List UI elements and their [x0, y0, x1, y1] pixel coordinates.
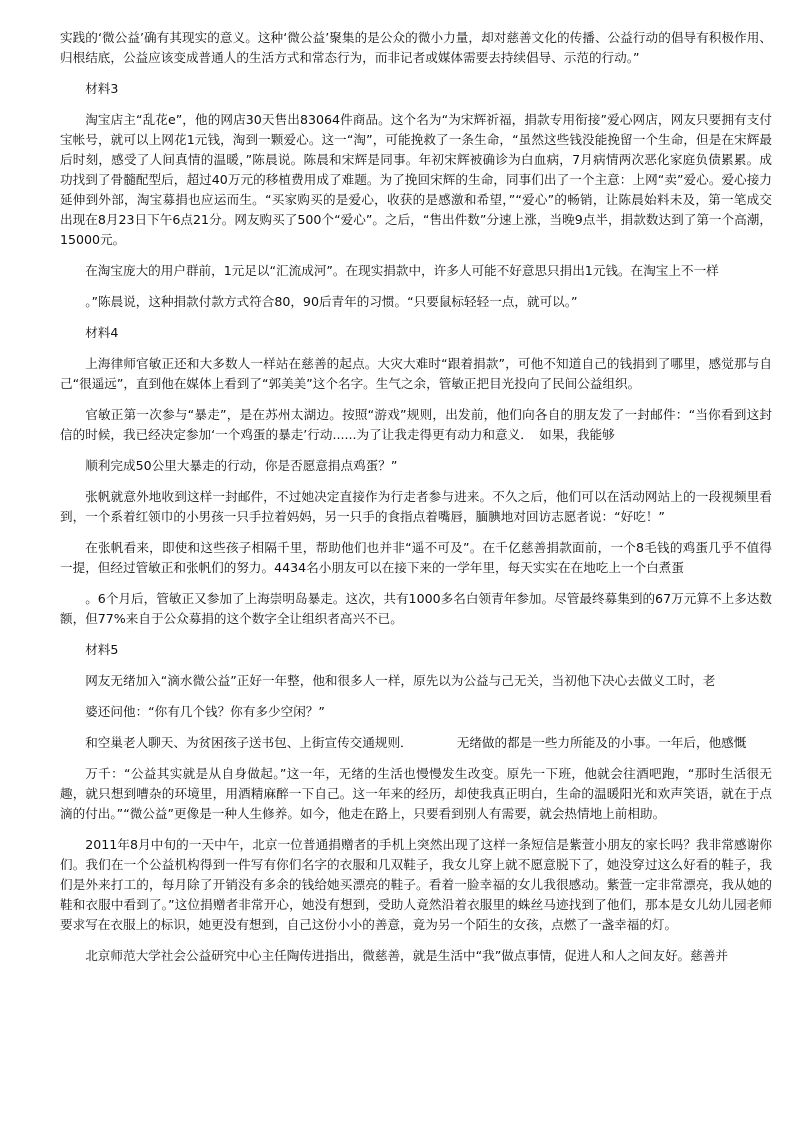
section-heading: 材料5: [85, 642, 119, 657]
paragraph: 顺利完成50公里大暴走的行动，你是否愿意捐点鸡蛋？”: [85, 458, 398, 473]
paragraph: 北京师范大学社会公益研究中心主任陶传进指出，微慈善，就是生活中“我”做点事情，促进人和人之间友好。慈善并: [85, 948, 728, 963]
paragraph: 在淘宝庞大的用户群前，1元足以“汇流成河”。在现实捐款中，许多人可能不好意思只捐出1元钱。在淘宝上不一样: [85, 263, 719, 278]
paragraph: 。6个月后，管敏正又参加了上海崇明岛暴走。这次，共有1000多名白领青年参加。尽管最终募集到的67万元算不上多达数额，但77%来自于公众募捐的这个数字全让组织者高兴不已。: [60, 591, 772, 626]
paragraph: 2011年8月中旬的一天中午，北京一位普通捐赠者的手机上突然出现了这样一条短信是紫萱小朋友的家长吗？我非常感谢你们。我们在一个公益机构得到一件写有你们名字的衣服和几双鞋子，我女儿穿上就不愿意脱下了，她没穿过这么好看的鞋子，我们是外来打工的，每月除了开销没有多余的钱给她买漂亮的鞋子。看着一脸幸福的女儿我很感动。紫萱一定非常漂亮，我从她的鞋和衣服中看到了。”这位捐赠者非常开心，她没有想到，受助人竟然沿着衣服里的蛛丝马迹找到了他们，那本是女儿幼儿园老师要求写在衣服上的标识，她更没有想到，自己这份小小的善意，竟为另一个陌生的女孩，点燃了一盏幸福的灯。: [60, 837, 772, 932]
paragraph: 张帆就意外地收到这样一封邮件，不过她决定直接作为行走者参与进来。不久之后，他们可以在活动网站上的一段视频里看到，一个系着红领巾的小男孩一只手拉着妈妈，另一只手的食指点着嘴唇，腼腆地对回访志愿者说：“好吃！”: [60, 489, 772, 524]
paragraph: 。”陈晨说，这种捐款付款方式符合80，90后青年的习惯。“只要鼠标轻轻一点，就可以。”: [85, 294, 578, 309]
section-heading: 材料4: [85, 325, 119, 340]
paragraph: 实践的‘微公益’确有其现实的意义。这种‘微公益’聚集的是公众的微小力量，却对慈善文化的传播、公益行动的倡导有积极作用、归根结底，公益应该变成普通人的生活方式和常态行为，而非记者或媒体需要去持续倡导、示范的行动。”: [60, 30, 772, 65]
section-heading: 材料3: [85, 81, 119, 96]
paragraph: 官敏正第一次参与“暴走”，是在苏州太湖边。按照“游戏”规则，出发前，他们向各自的朋友发了一封邮件：“当你看到这封信的时候，我已经决定参加‘一个鸡蛋的暴走’行动......为了让我走得更有动力和意义． 如果，我能够: [60, 407, 772, 442]
paragraph: 上海律师官敏正还和大多数人一样站在慈善的起点。大灾大难时“跟着捐款”，可他不知道自己的钱捐到了哪里，感觉那与自己“很遥远”，直到他在媒体上看到了“郭美美”这个名字。生气之余，管敏正把目光投向了民间公益组织。: [60, 356, 772, 391]
paragraph: 网友无绪加入“滴水微公益”正好一年整，他和很多人一样，原先以为公益与己无关，当初他下决心去做义工时，老: [85, 673, 716, 688]
paragraph: 在张帆看来，即使和这些孩子相隔千里，帮助他们也并非“遥不可及”。在千亿慈善捐款面前，一个8毛钱的鸡蛋几乎不值得一提，但经过管敏正和张帆们的努力。4434名小朋友可以在接下来的一学年里，每天实实在在地吃上一个白煮蛋: [60, 540, 772, 575]
paragraph: 和空巢老人聊天、为贫困孩子送书包、上街宣传交通规则． 无绪做的都是一些力所能及的小事。一年后，他感慨: [85, 735, 747, 750]
paragraph: 婆还问他：“你有几个钱？你有多少空闲？”: [85, 704, 325, 719]
paragraph: 淘宝店主“乱花e”，他的网店30天售出83064件商品。这个名为“为宋辉祈福，捐款专用衔接”爱心网店，网友只要拥有支付宝帐号，就可以上网花1元钱，淘到一颗爱心。这一“淘”，可能挽救了一条生命，“虽然这些钱没能挽留一个生命，但是在宋辉最后时刻，感受了人间真情的温暖，”陈晨说。陈晨和宋辉是同事。年初宋辉被确诊为白血病，7月病情两次恶化家庭负债累累。成功找到了骨髓配型后，超过40万元的移植费用成了难题。为了挽回宋辉的生命，同事们出了一个主意：上网“卖”爱心。爱心接力延伸到外部，淘宝募捐也应运而生。“买家购买的是爱心，收获的是感激和希望，”“爱心”的畅销，让陈晨始料未及，第一笔成交出现在8月23日下午6点21分。网友购买了500个“爱心”。之后，“售出件数”分速上涨，当晚9点半，捐款数达到了第一个高潮，15000元。: [60, 112, 772, 247]
paragraph: 万千：“公益其实就是从自身做起。”这一年，无绪的生活也慢慢发生改变。原先一下班，他就会往酒吧跑，“那时生活很无趣，就只想到嘈杂的环境里，用酒精麻醉一下自己。这一年来的经历，却使我真正明白，生命的温暖阳光和欢声笑语，就在于点滴的付出。”“微公益”更像是一种人生修养。如今，他走在路上，只要看到别人有需要，就会热情地上前相助。: [60, 766, 772, 821]
